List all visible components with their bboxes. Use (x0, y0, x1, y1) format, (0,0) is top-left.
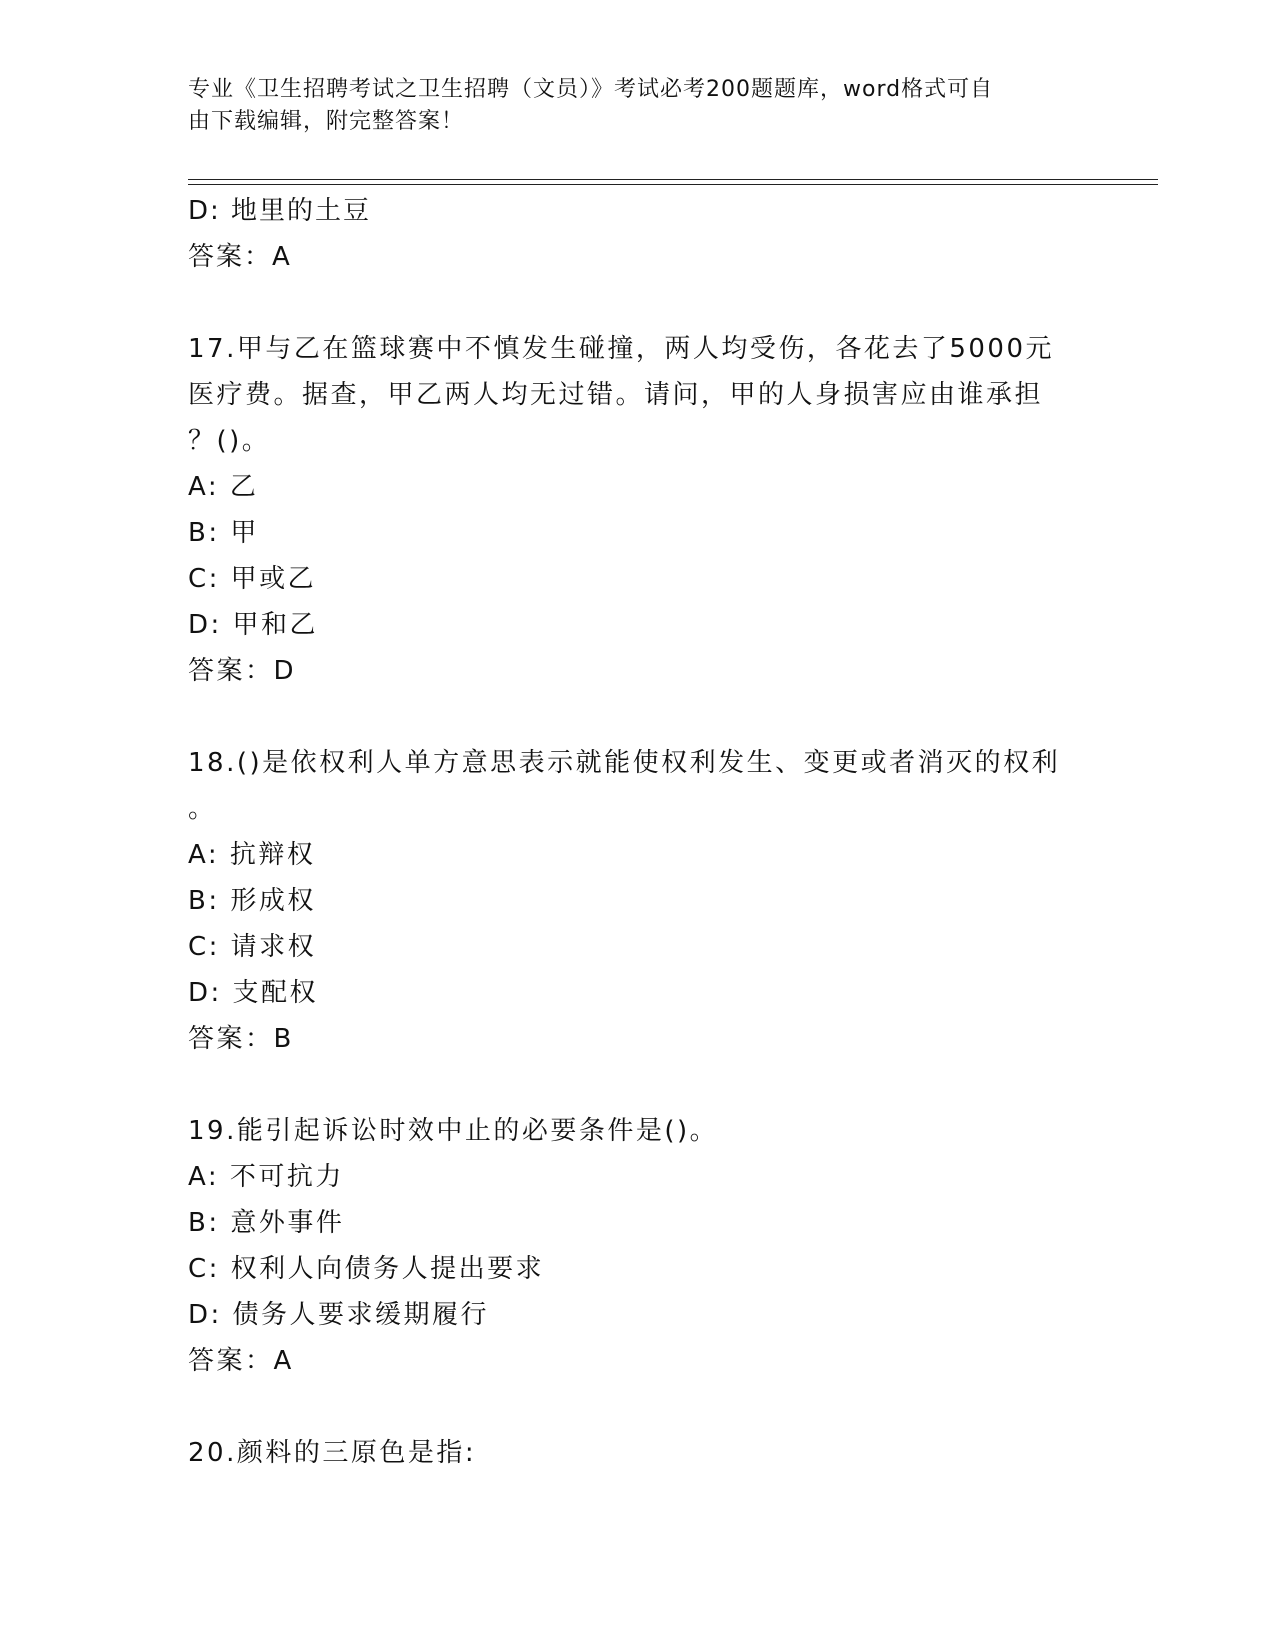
option-d: D: 债务人要求缓期履行 (188, 1300, 490, 1330)
question-text-line: 19.能引起诉讼时效中止的必要条件是()。 (188, 1116, 719, 1146)
option-a: A: 不可抗力 (188, 1162, 344, 1192)
question-19 (188, 1108, 1088, 1384)
question-text-line: 20.颜料的三原色是指: (188, 1438, 477, 1468)
header-line-1: 专业《卫生招聘考试之卫生招聘（文员）》考试必考200题题库，word格式可自 (188, 77, 994, 102)
option-b: B: 甲 (188, 518, 259, 548)
option-c: C: 甲或乙 (188, 564, 317, 594)
question-text-line: ？()。 (188, 426, 271, 456)
question-text-line: 医疗费。据查，甲乙两人均无过错。请问，甲的人身损害应由谁承担 (188, 380, 1044, 410)
document-header (188, 74, 1088, 138)
spacer (188, 280, 1088, 326)
option-c: C: 请求权 (188, 932, 317, 962)
answer-line: 答案：A (188, 242, 292, 272)
question-text-line: 18.()是依权利人单方意思表示就能使权利发生、变更或者消灭的权利 (188, 748, 1061, 778)
answer-line: 答案：D (188, 656, 297, 686)
header-divider-bottom (188, 184, 1158, 185)
option-b: B: 意外事件 (188, 1208, 345, 1238)
question-text-line: 17.甲与乙在篮球赛中不慎发生碰撞，两人均受伤，各花去了5000元 (188, 334, 1055, 364)
question-16-tail (188, 188, 1088, 280)
option-d: D: 地里的土豆 (188, 196, 372, 226)
answer-line: 答案：A (188, 1346, 294, 1376)
question-text-line: 。 (188, 794, 217, 824)
option-a: A: 乙 (188, 472, 259, 502)
option-d: D: 甲和乙 (188, 610, 319, 640)
header-line-2: 由下载编辑，附完整答案！ (188, 109, 465, 134)
option-b: B: 形成权 (188, 886, 316, 916)
question-18 (188, 740, 1088, 1062)
spacer (188, 694, 1088, 740)
option-d: D: 支配权 (188, 978, 319, 1008)
spacer (188, 1062, 1088, 1108)
question-list (188, 188, 1088, 1476)
header-divider-top (188, 179, 1158, 180)
option-a: A: 抗辩权 (188, 840, 316, 870)
spacer (188, 1384, 1088, 1430)
question-20 (188, 1430, 1088, 1476)
question-17 (188, 326, 1088, 694)
answer-line: 答案：B (188, 1024, 294, 1054)
option-c: C: 权利人向债务人提出要求 (188, 1254, 545, 1284)
